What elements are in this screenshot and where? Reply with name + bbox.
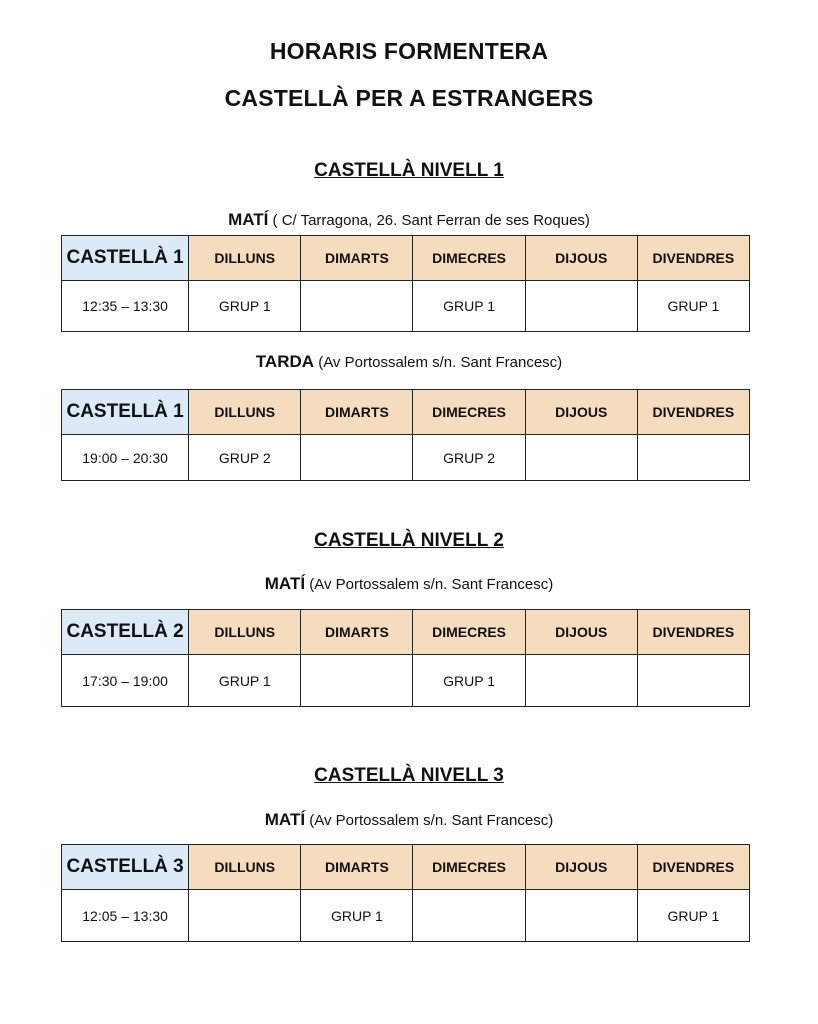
day-header: DIJOUS	[525, 610, 637, 655]
group-cell: GRUP 1	[637, 890, 749, 942]
course-cell: CASTELLÀ 3	[62, 845, 189, 890]
group-cell	[525, 281, 637, 332]
shift-label: TARDA	[255, 352, 315, 371]
group-cell	[413, 890, 525, 942]
group-cell: GRUP 1	[413, 281, 525, 332]
table-header-row	[62, 390, 750, 435]
day-header: DIMECRES	[413, 610, 525, 655]
location-text: (Av Portossalem s/n. Sant Francesc)	[314, 354, 563, 371]
session-caption	[0, 574, 818, 594]
day-header: DILLUNS	[189, 610, 301, 655]
day-header: DIVENDRES	[637, 610, 749, 655]
time-cell: 12:05 – 13:30	[62, 890, 189, 942]
day-header: DIVENDRES	[637, 236, 749, 281]
day-header: DIVENDRES	[637, 390, 749, 435]
shift-label: MATÍ	[228, 210, 269, 229]
page-title: HORARIS FORMENTERA	[269, 38, 549, 64]
group-cell: GRUP 1	[189, 655, 301, 707]
group-cell: GRUP 2	[413, 435, 525, 481]
day-header: DIMARTS	[301, 236, 413, 281]
day-header: DIVENDRES	[637, 845, 749, 890]
time-cell: 17:30 – 19:00	[62, 655, 189, 707]
group-cell: GRUP 1	[637, 281, 749, 332]
day-header: DIMECRES	[413, 845, 525, 890]
session-caption	[0, 210, 818, 230]
group-cell	[189, 890, 301, 942]
day-header: DIJOUS	[525, 845, 637, 890]
table-row	[62, 435, 750, 481]
table-header-row	[62, 236, 750, 281]
group-cell: GRUP 1	[189, 281, 301, 332]
table-row	[62, 655, 750, 707]
course-cell: CASTELLÀ 1	[62, 236, 189, 281]
course-cell: CASTELLÀ 2	[62, 610, 189, 655]
location-text: (Av Portossalem s/n. Sant Francesc)	[305, 576, 554, 593]
location-text: (Av Portossalem s/n. Sant Francesc)	[305, 812, 554, 829]
group-cell: GRUP 1	[413, 655, 525, 707]
level-2-heading: CASTELLÀ NIVELL 2	[314, 530, 504, 551]
time-cell: 12:35 – 13:30	[62, 281, 189, 332]
page-subtitle: CASTELLÀ PER A ESTRANGERS	[224, 85, 594, 111]
day-header: DIJOUS	[525, 236, 637, 281]
time-cell: 19:00 – 20:30	[62, 435, 189, 481]
group-cell: GRUP 2	[189, 435, 301, 481]
level-1-heading: CASTELLÀ NIVELL 1	[314, 160, 504, 181]
schedule-table	[61, 609, 750, 707]
group-cell	[637, 435, 749, 481]
day-header: DIMARTS	[301, 610, 413, 655]
day-header: DIMECRES	[413, 236, 525, 281]
day-header: DIJOUS	[525, 390, 637, 435]
group-cell	[637, 655, 749, 707]
table-row	[62, 890, 750, 942]
day-header: DIMECRES	[413, 390, 525, 435]
shift-label: MATÍ	[264, 810, 306, 829]
table-row	[62, 281, 750, 332]
level-3-heading: CASTELLÀ NIVELL 3	[314, 765, 504, 786]
group-cell	[301, 281, 413, 332]
day-header: DIMARTS	[301, 845, 413, 890]
day-header: DIMARTS	[301, 390, 413, 435]
group-cell: GRUP 1	[301, 890, 413, 942]
shift-label: MATÍ	[264, 574, 306, 593]
location-text: ( C/ Tarragona, 26. Sant Ferran de ses Roques)	[268, 212, 590, 229]
schedule-table	[61, 235, 750, 332]
session-caption	[0, 352, 818, 372]
table-header-row	[62, 610, 750, 655]
day-header: DILLUNS	[189, 236, 301, 281]
group-cell	[525, 435, 637, 481]
group-cell	[301, 655, 413, 707]
day-header: DILLUNS	[189, 390, 301, 435]
group-cell	[301, 435, 413, 481]
session-caption	[0, 810, 818, 830]
course-cell: CASTELLÀ 1	[62, 390, 189, 435]
schedule-table	[61, 389, 750, 481]
day-header: DILLUNS	[189, 845, 301, 890]
table-header-row	[62, 845, 750, 890]
group-cell	[525, 890, 637, 942]
group-cell	[525, 655, 637, 707]
schedule-table	[61, 844, 750, 942]
